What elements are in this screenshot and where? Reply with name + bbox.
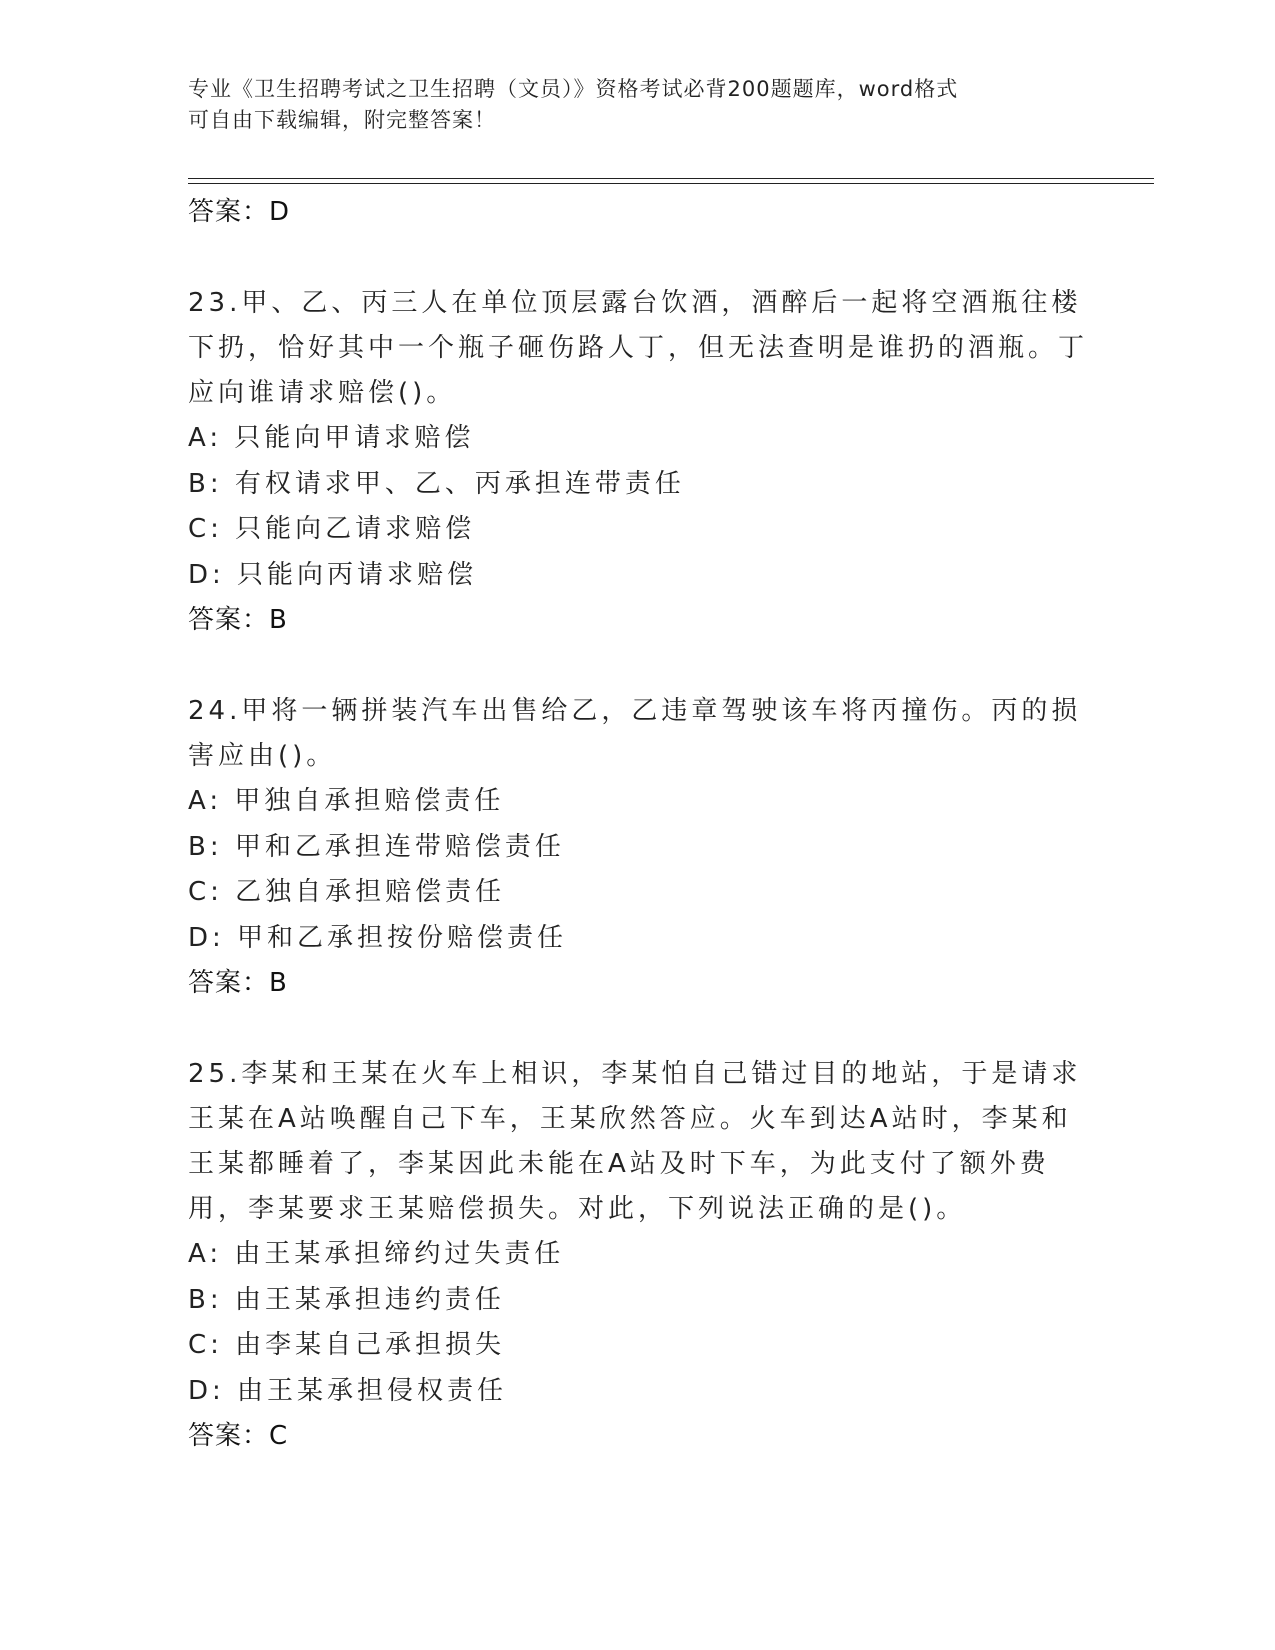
answer-line: 答案：C xyxy=(188,1421,289,1451)
header-rule-top xyxy=(188,178,1154,179)
question-block xyxy=(188,1052,1088,1458)
option-d: D: 由王某承担侵权责任 xyxy=(188,1375,508,1406)
document-body xyxy=(188,190,1088,1458)
answer-line: 答案：B xyxy=(188,968,288,998)
option-c: C: 由李某自己承担损失 xyxy=(188,1330,506,1360)
option-d: D: 甲和乙承担按份赔偿责任 xyxy=(188,922,568,953)
question-stem: 25.李某和王某在火车上相识，李某怕自己错过目的地站，于是请求王某在A站唤醒自己下车，王某欣然答应。火车到达A站时，李某和王某都睡着了，李某因此未能在A站及时下车，为此支付了额外费用，李某要求王某赔偿损失。对此，下列说法正确的是()。 xyxy=(188,1059,1082,1224)
option-c: C: 只能向乙请求赔偿 xyxy=(188,514,476,544)
question-block xyxy=(188,689,1088,1005)
document-header xyxy=(188,74,1068,136)
question-block xyxy=(188,281,1088,642)
option-d: D: 只能向丙请求赔偿 xyxy=(188,559,478,590)
header-rule-bottom xyxy=(188,183,1154,184)
option-b: B: 由王某承担违约责任 xyxy=(188,1284,505,1315)
answer-line: 答案：D xyxy=(188,197,291,227)
header-line-1: 专业《卫生招聘考试之卫生招聘（文员）》资格考试必背200题题库，word格式 xyxy=(188,77,959,101)
option-b: B: 有权请求甲、乙、丙承担连带责任 xyxy=(188,468,685,499)
header-line-2: 可自由下载编辑，附完整答案！ xyxy=(188,108,496,132)
option-a: A: 甲独自承担赔偿责任 xyxy=(188,786,505,816)
option-a: A: 只能向甲请求赔偿 xyxy=(188,423,475,453)
option-a: A: 由王某承担缔约过失责任 xyxy=(188,1239,565,1269)
option-c: C: 乙独自承担赔偿责任 xyxy=(188,877,506,907)
option-b: B: 甲和乙承担连带赔偿责任 xyxy=(188,831,565,862)
question-stem: 24.甲将一辆拼装汽车出售给乙，乙违章驾驶该车将丙撞伤。丙的损害应由()。 xyxy=(188,696,1082,771)
question-stem: 23.甲、乙、丙三人在单位顶层露台饮酒，酒醉后一起将空酒瓶往楼下扔，恰好其中一个瓶子砸伤路人丁，但无法查明是谁扔的酒瓶。丁应向谁请求赔偿()。 xyxy=(188,288,1089,408)
answer-line: 答案：B xyxy=(188,605,288,635)
